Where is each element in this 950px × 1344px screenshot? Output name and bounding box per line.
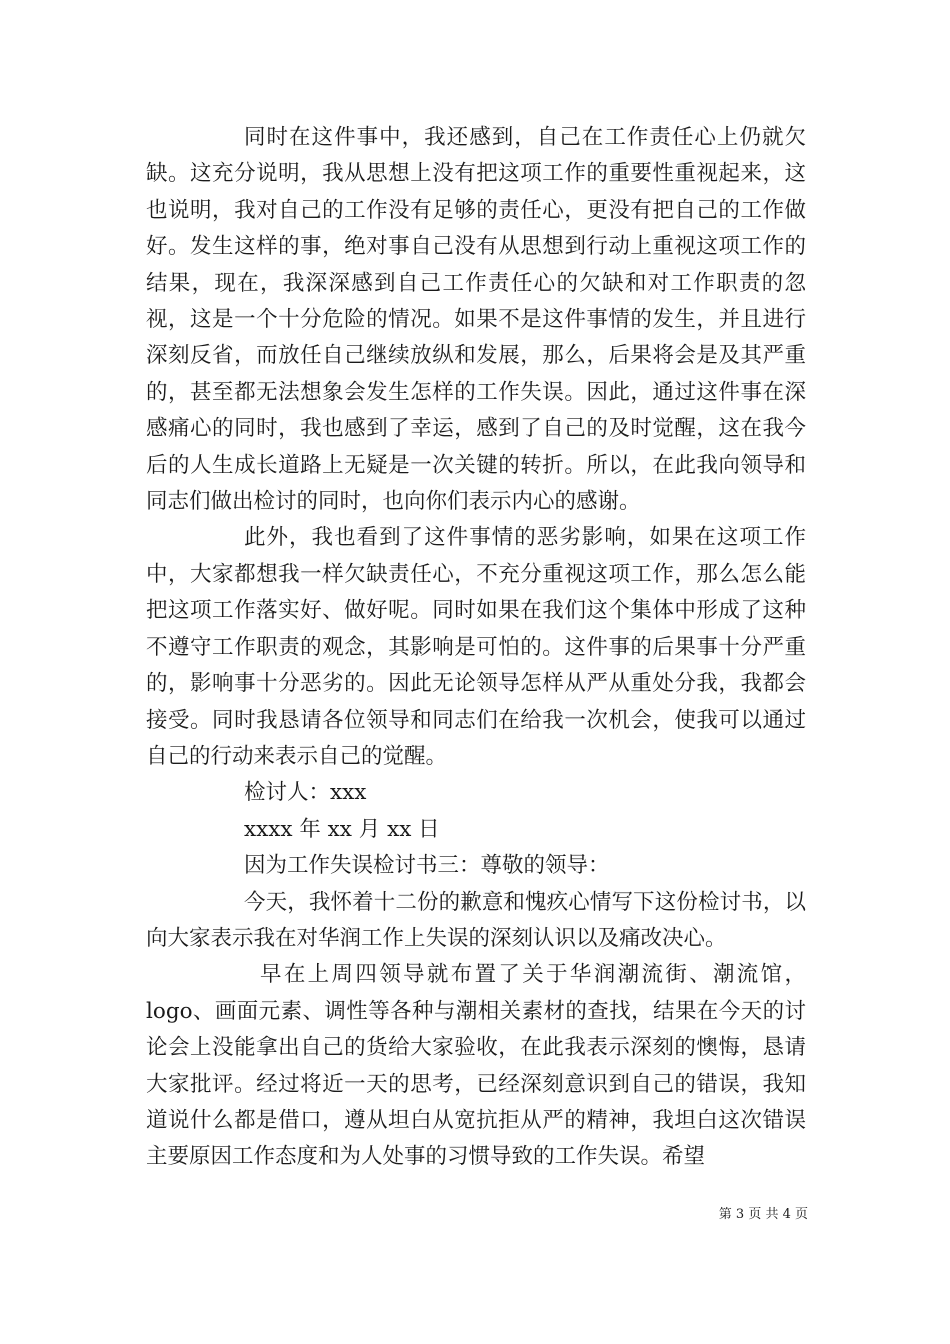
- paragraph-impact: 此外，我也看到了这件事情的恶劣影响，如果在这项工作中，大家都想我一样欠缺责任心，不充分重视这项工作，那么怎么能把这项工作落实好、做好呢。同时如果在我们这个集体中形成了这种不遵守工作职责的观念，其影响是可怕的。这件事的后果事十分严重的，影响事十分恶劣的。因此无论领导怎样从严从重处分我，我都会接受。同时我恳请各位领导和同志们在给我一次机会，使我可以通过自己的行动来表示自己的觉醒。: [146, 525, 806, 769]
- signature-line: 检讨人：xxx: [244, 780, 367, 806]
- paragraph-explanation: 早在上周四领导就布置了关于华润潮流街、潮流馆，logo、画面元素、调性等各种与潮相关素材的查找，结果在今天的讨论会上没能拿出自己的货给大家验收，在此我表示深刻的懊悔，恳请大家批评。经过将近一天的思考，已经深刻意识到自己的错误，我知道说什么都是借口，遵从坦白从宽抗拒从严的精神，我坦白这次错误主要原因工作态度和为人处事的习惯导致的工作失误。希望: [146, 962, 806, 1170]
- document-body: [146, 120, 806, 1176]
- section-title: 因为工作失误检讨书三：尊敬的领导：: [244, 853, 610, 879]
- paragraph-responsibility: 同时在这件事中，我还感到，自己在工作责任心上仍就欠缺。这充分说明，我从思想上没有把这项工作的重要性重视起来，这也说明，我对自己的工作没有足够的责任心，更没有把自己的工作做好。发生这样的事，绝对事自己没有从思想到行动上重视这项工作的结果，现在，我深深感到自己工作责任心的欠缺和对工作职责的忽视，这是一个十分危险的情况。如果不是这件事情的发生，并且进行深刻反省，而放任自己继续放纵和发展，那么，后果将会是及其严重的，甚至都无法想象会发生怎样的工作失误。因此，通过这件事在深感痛心的同时，我也感到了幸运，感到了自己的及时觉醒，这在我今后的人生成长道路上无疑是一次关键的转折。所以，在此我向领导和同志们做出检讨的同时，也向你们表示内心的感谢。: [146, 125, 806, 515]
- date-line: xxxx 年 xx 月 xx 日: [244, 816, 440, 842]
- page-number: 第 3 页 共 4 页: [718, 1207, 808, 1222]
- paragraph-apology: 今天，我怀着十二份的歉意和愧疚心情写下这份检讨书，以向大家表示我在对华润工作上失误的深刻认识以及痛改决心。: [146, 889, 806, 951]
